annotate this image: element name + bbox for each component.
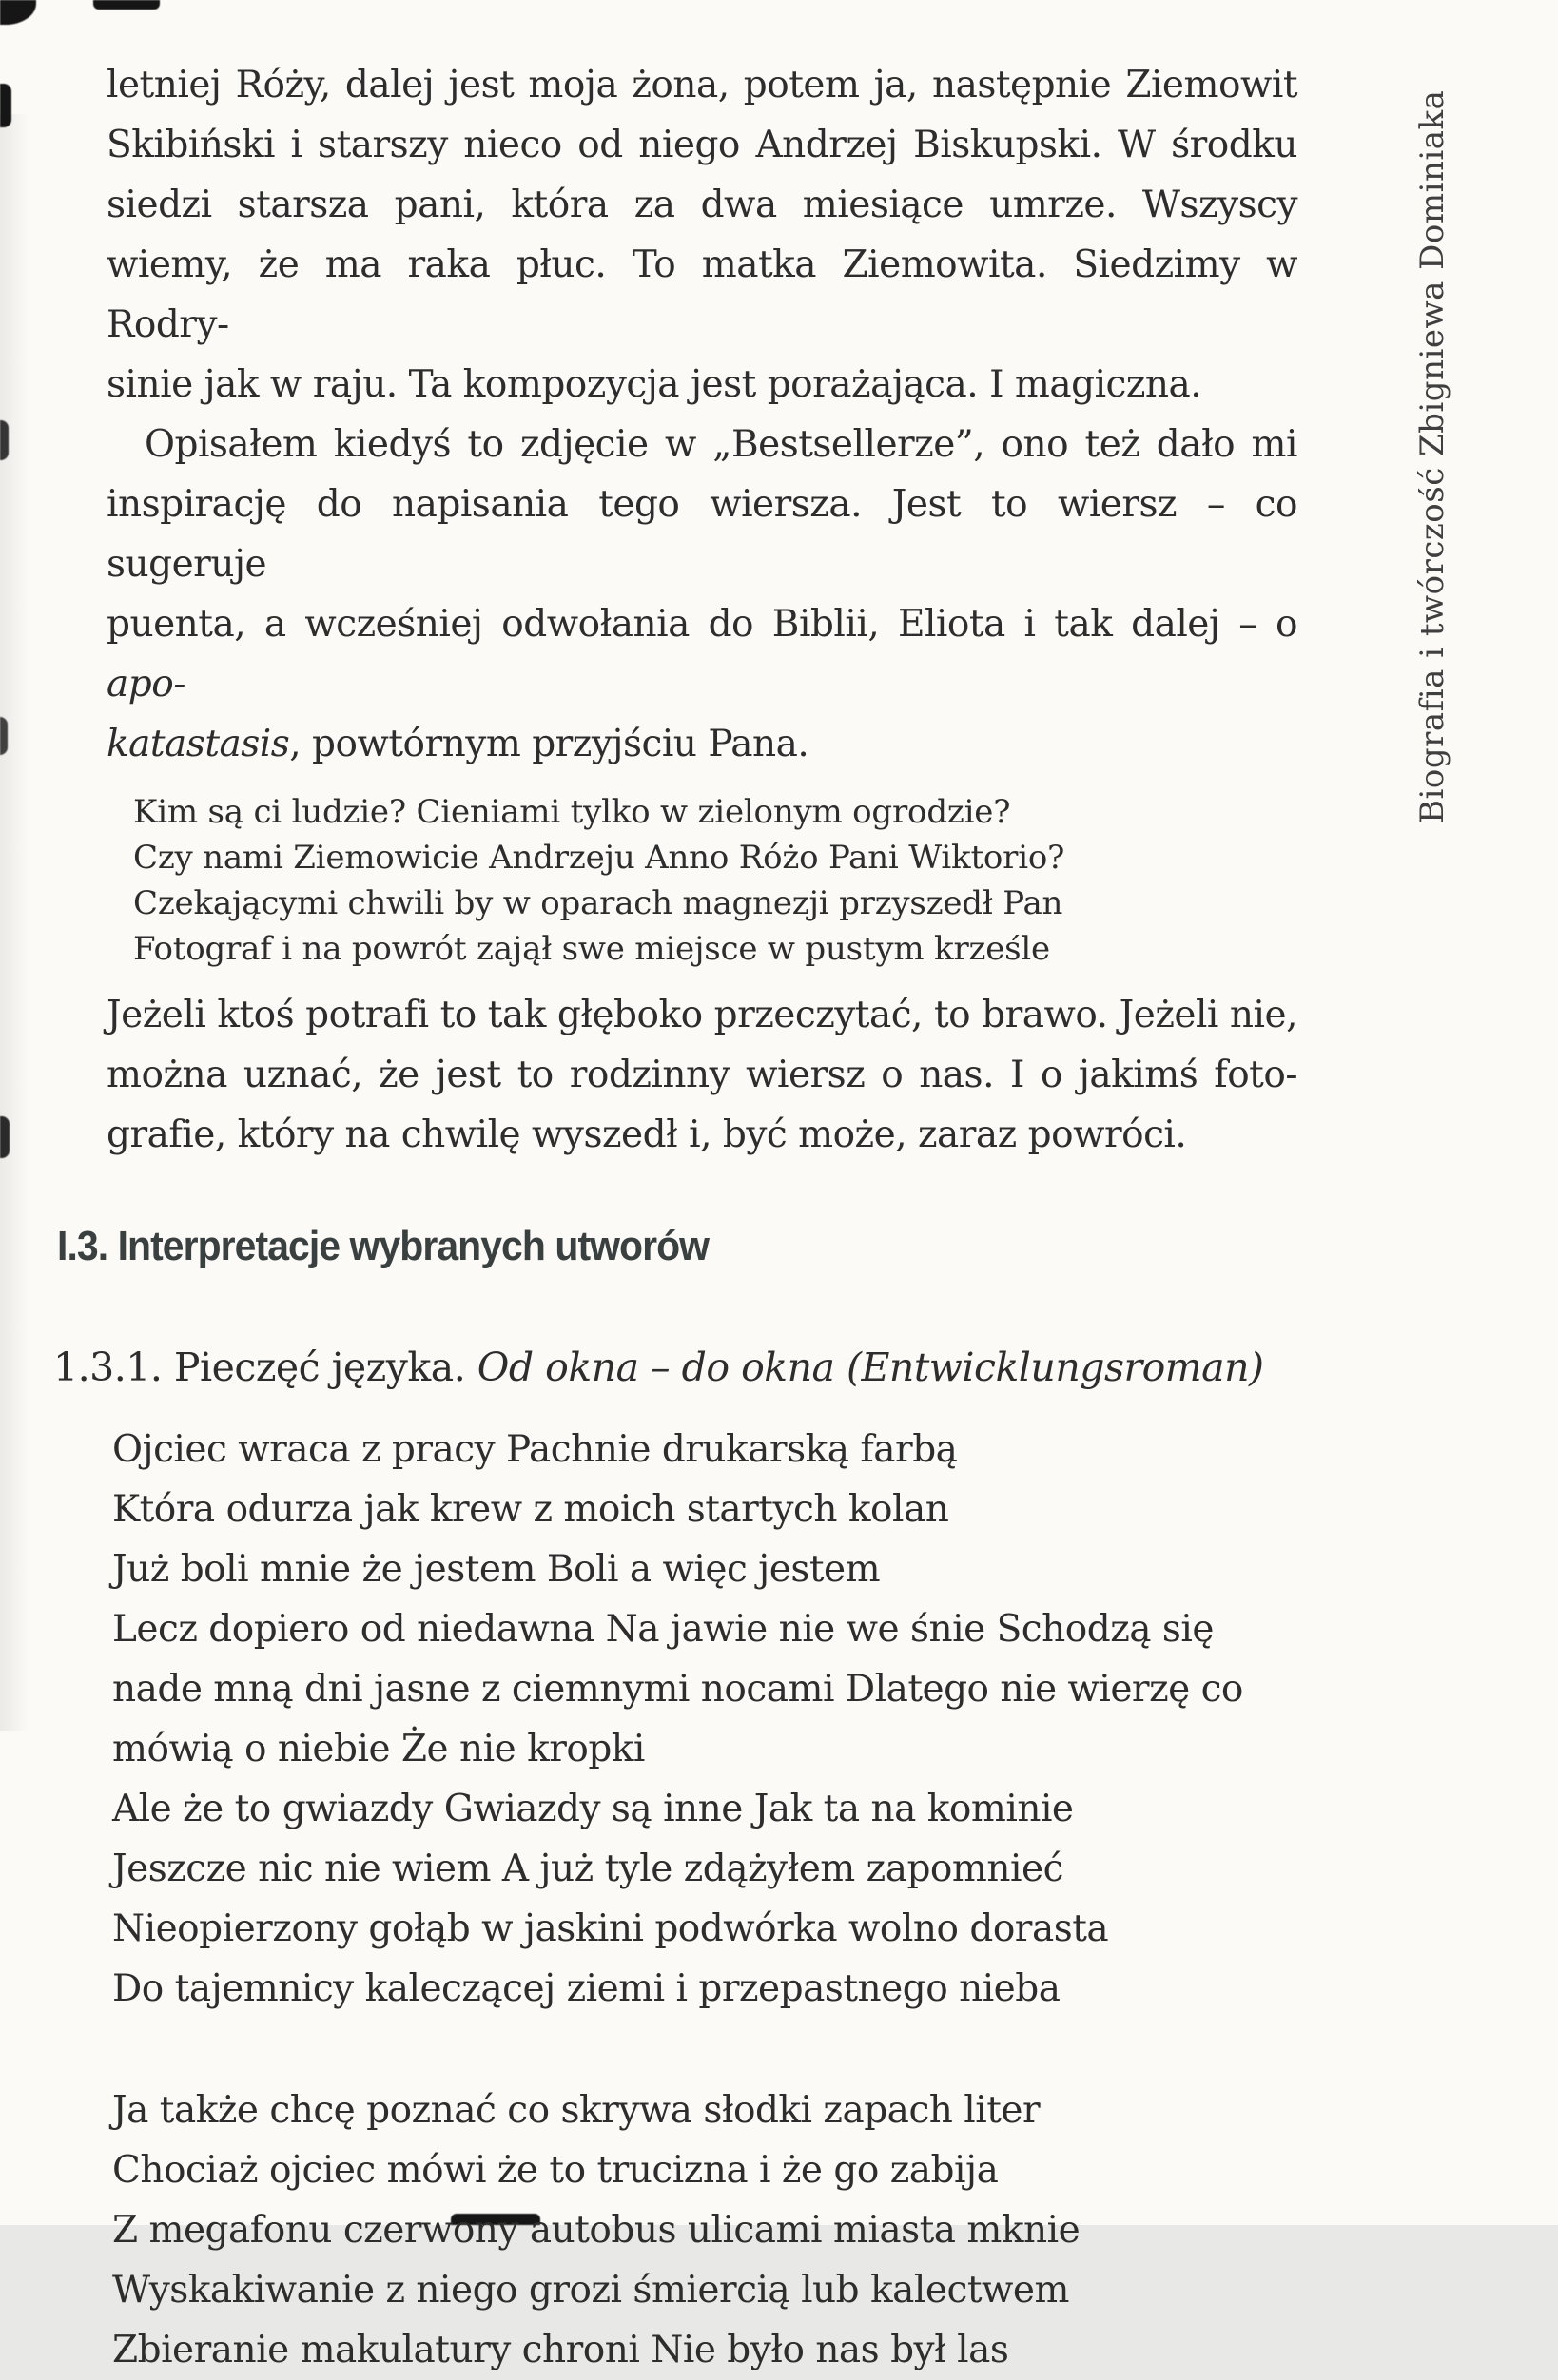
poem-stanza-2-line xyxy=(107,2140,1297,2200)
text-segment: Lecz dopiero od niedawna Na jawie nie we śnie Schodzą się xyxy=(112,1608,1214,1651)
scan-artifact-left-edge xyxy=(0,717,8,755)
subsection-heading xyxy=(53,1344,1297,1391)
section-heading: I.3. Interpretacje wybranych utworów xyxy=(57,1223,710,1269)
paragraph-bestseller-line xyxy=(107,474,1297,594)
text-segment: nade mną dni jasne z ciemnymi nocami Dlatego nie wierzę co xyxy=(112,1668,1243,1711)
poem-stanza-2-line xyxy=(107,2260,1297,2320)
poem-stanza-1-line xyxy=(107,1480,1297,1539)
text-segment: Wyskakiwanie z niego grozi śmiercią lub kalectwem xyxy=(112,2269,1069,2312)
text-column xyxy=(53,55,1297,2380)
text-segment: siedzi starsza pani, która za dwa miesiące umrze. Wszyscy xyxy=(107,184,1297,226)
paragraph-bestseller-line xyxy=(107,415,1297,474)
text-segment: 1.3.1. Pieczęć języka. xyxy=(53,1345,477,1390)
text-segment: Z megafonu czerwony autobus ulicami miasta mknie xyxy=(112,2209,1081,2252)
poem-stanza-1-line xyxy=(107,1779,1297,1839)
poem-stanza-1-line xyxy=(107,1719,1297,1779)
paragraph-photo-description-line xyxy=(107,175,1297,235)
text-segment: , powtórnym przyjściu Pana. xyxy=(289,723,809,765)
text-segment: puenta, a wcześniej odwołania do Biblii, Eliota i tak dalej – o xyxy=(107,603,1297,646)
quoted-verse-line xyxy=(133,835,1297,880)
quoted-verse-line xyxy=(133,880,1297,926)
text-segment: można uznać, że jest to rodzinny wiersz o nas. I o jakimś foto- xyxy=(107,1054,1297,1096)
text-segment: Chociaż ojciec mówi że to trucizna i że go zabija xyxy=(112,2149,999,2192)
text-segment: Ojciec wraca z pracy Pachnie drukarską farbą xyxy=(112,1428,958,1471)
paragraph-bestseller-line xyxy=(107,714,1297,774)
text-segment: inspirację do napisania tego wiersza. Jest to wiersz – co sugeruje xyxy=(107,483,1297,586)
poem-stanza-1-line xyxy=(107,1539,1297,1599)
poem-stanza-1 xyxy=(107,1420,1297,2019)
text-segment: Ale że to gwiazdy Gwiazdy są inne Jak ta na kominie xyxy=(112,1788,1074,1830)
paragraph-photo-description-line xyxy=(107,115,1297,175)
text-segment: Ja także chcę poznać co skrywa słodki zapach liter xyxy=(112,2089,1041,2132)
paragraph-commentary-line xyxy=(107,1105,1297,1165)
text-segment: Skibiński i starszy nieco od niego Andrzej Biskupski. W środku xyxy=(107,124,1297,166)
paragraph-photo-description-line xyxy=(107,235,1297,355)
text-segment: Fotograf i na powrót zajął swe miejsce w pustym krześle xyxy=(133,930,1050,968)
quoted-verse xyxy=(107,789,1297,972)
text-segment: Czekającymi chwili by w oparach magnezji przyszedł Pan xyxy=(133,884,1063,922)
text-segment: wiemy, że ma raka płuc. To matka Ziemowita. Siedzimy w Rodry- xyxy=(107,243,1297,346)
text-segment: Która odurza jak krew z moich startych kolan xyxy=(112,1488,949,1531)
scan-artifact-left-edge xyxy=(0,420,9,460)
quoted-verse-line xyxy=(133,926,1297,972)
text-segment: mówią o niebie Że nie kropki xyxy=(112,1728,645,1770)
text-segment: letniej Róży, dalej jest moja żona, potem ja, następnie Ziemowit xyxy=(107,64,1297,106)
text-segment: Do tajemnicy kaleczącej ziemi i przepastnego nieba xyxy=(112,1967,1061,2010)
poem-stanza-2-line xyxy=(107,2200,1297,2260)
text-segment: Już boli mnie że jestem Boli a więc jestem xyxy=(112,1548,881,1591)
poem-stanza-1-line xyxy=(107,1959,1297,2019)
italic-text-segment: katastasis xyxy=(107,723,290,765)
poem-stanza-1-line xyxy=(107,1659,1297,1719)
text-segment: Jeszcze nic nie wiem A już tyle zdążyłem zapomnieć xyxy=(112,1848,1063,1890)
paragraph-commentary-line xyxy=(107,985,1297,1045)
poem-stanza-2-line xyxy=(107,2080,1297,2140)
scan-artifact-top-edge xyxy=(93,0,160,10)
poem-stanza-1-line xyxy=(107,1420,1297,1480)
paragraph-bestseller xyxy=(107,415,1297,774)
italic-text-segment: Od okna – do okna (Entwicklungsroman) xyxy=(477,1345,1264,1390)
text-segment: Kim są ci ludzie? Cieniami tylko w zielonym ogrodzie? xyxy=(133,793,1011,831)
text-segment: Nieopierzony gołąb w jaskini podwórka wolno dorasta xyxy=(112,1907,1109,1950)
poem-stanza-1-line xyxy=(107,1599,1297,1659)
paragraph-commentary-line xyxy=(107,1045,1297,1105)
scan-artifact-left-edge xyxy=(0,1116,10,1158)
text-segment: Opisałem kiedyś to zdjęcie w „Bestsellerze”, ono też dało mi xyxy=(145,423,1297,466)
italic-text-segment: apo- xyxy=(107,663,185,706)
text-segment: sinie jak w raju. Ta kompozycja jest porażająca. I magiczna. xyxy=(107,363,1202,406)
scan-artifact-corner xyxy=(0,0,36,25)
text-segment: Czy nami Ziemowicie Andrzeju Anno Różo Pani Wiktorio? xyxy=(133,839,1065,877)
quoted-verse-line xyxy=(133,789,1297,835)
paragraph-photo-description xyxy=(107,55,1297,415)
paragraph-photo-description-line xyxy=(107,355,1297,415)
poem-stanza-1-line xyxy=(107,1899,1297,1959)
poem-stanza-2 xyxy=(107,2080,1297,2380)
margin-running-head: Biografia i twórczość Zbigniewa Dominiaka xyxy=(1413,89,1451,823)
text-segment: Jeżeli ktoś potrafi to tak głęboko przeczytać, to brawo. Jeżeli nie, xyxy=(107,994,1297,1036)
paragraph-bestseller-line xyxy=(107,594,1297,714)
text-segment: grafie, który na chwilę wyszedł i, być może, zaraz powróci. xyxy=(107,1113,1187,1156)
scan-artifact-left-edge xyxy=(0,84,11,127)
paragraph-photo-description-line xyxy=(107,55,1297,115)
text-segment: Zbieranie makulatury chroni Nie było nas był las xyxy=(112,2329,1009,2371)
poem-stanza-2-line xyxy=(107,2320,1297,2380)
poem-stanza-1-line xyxy=(107,1839,1297,1899)
paragraph-commentary xyxy=(107,985,1297,1165)
